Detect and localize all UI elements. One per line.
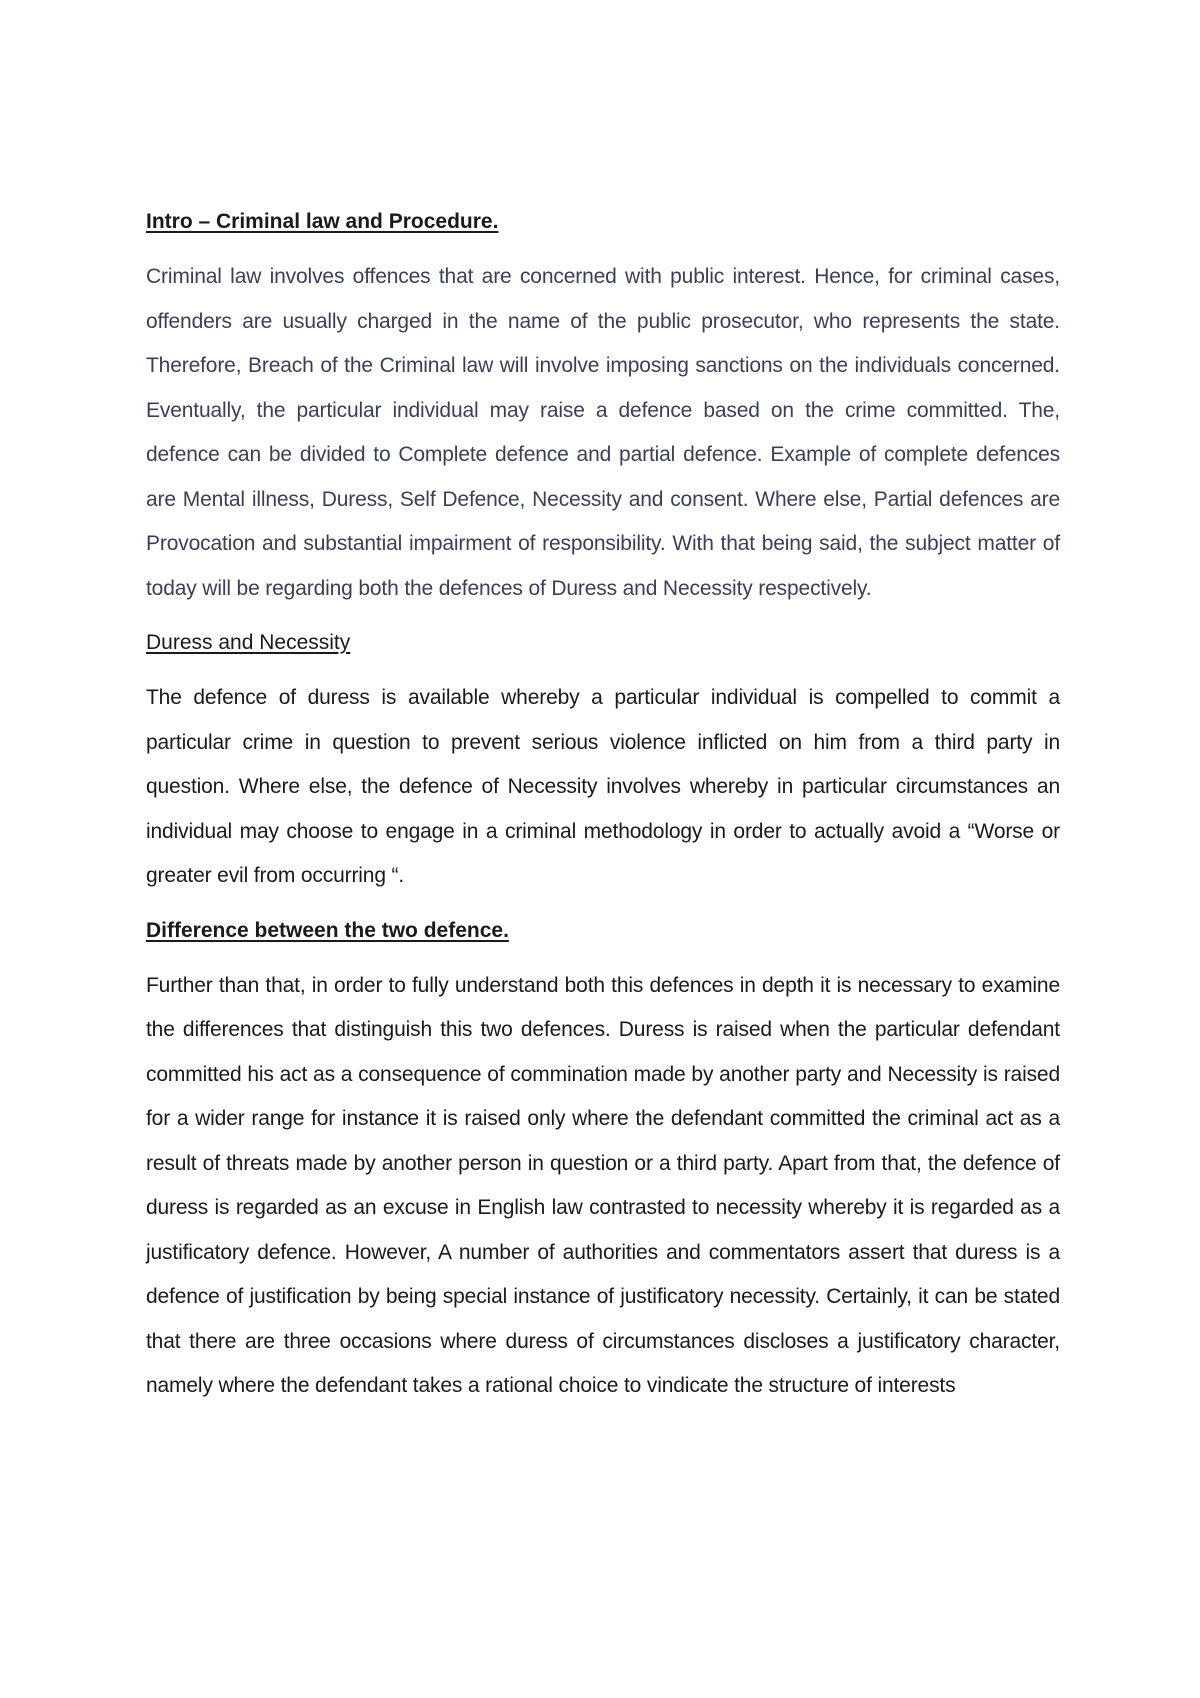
document-title: Intro – Criminal law and Procedure. [146, 210, 499, 233]
intro-paragraph: Criminal law involves offences that are concerned with public interest. Hence, for criminal cases, offenders are usually charged in the name of the public prosecutor, who represents the state. Therefore, Breach of the Criminal law will involve imposing sanctions on the individuals concerned. Eventually, the particular individual may raise a defence based on the crime committed. The, defence can be divided to Complete defence and partial defence. Example of complete defences are Mental illness, Duress, Self Defence, Necessity and consent. Where else, Partial defences are Provocation and substantial impairment of responsibility. With that being said, the subject matter of today will be regarding both the defences of Duress and Necessity respectively. [146, 265, 1060, 600]
duress-necessity-paragraph: The defence of duress is available whereby a particular individual is compelled to commit a particular crime in question to prevent serious violence inflicted on him from a third party in question. Where else, the defence of Necessity involves whereby in particular circumstances an individual may choose to engage in a criminal methodology in order to actually avoid a “Worse or greater evil from occurring “. [146, 686, 1060, 887]
section-heading-differences: Difference between the two defence. [146, 918, 509, 942]
section-heading-duress-necessity: Duress and Necessity [146, 631, 351, 654]
document-body [146, 206, 1060, 1409]
differences-paragraph: Further than that, in order to fully understand both this defences in depth it is necessary to examine the differences that distinguish this two defences. Duress is raised when the particular defendant committed his act as a consequence of commination made by another party and Necessity is raised for a wider range for instance it is raised only where the defendant committed the criminal act as a result of threats made by another person in question or a third party. Apart from that, the defence of duress is regarded as an excuse in English law contrasted to necessity whereby it is regarded as a justificatory defence. However, A number of authorities and commentators assert that duress is a defence of justification by being special instance of justificatory necessity. Certainly, it can be stated that there are three occasions where duress of circumstances discloses a justificatory character, namely where the defendant takes a rational choice to vindicate the structure of interests [146, 973, 1060, 1397]
